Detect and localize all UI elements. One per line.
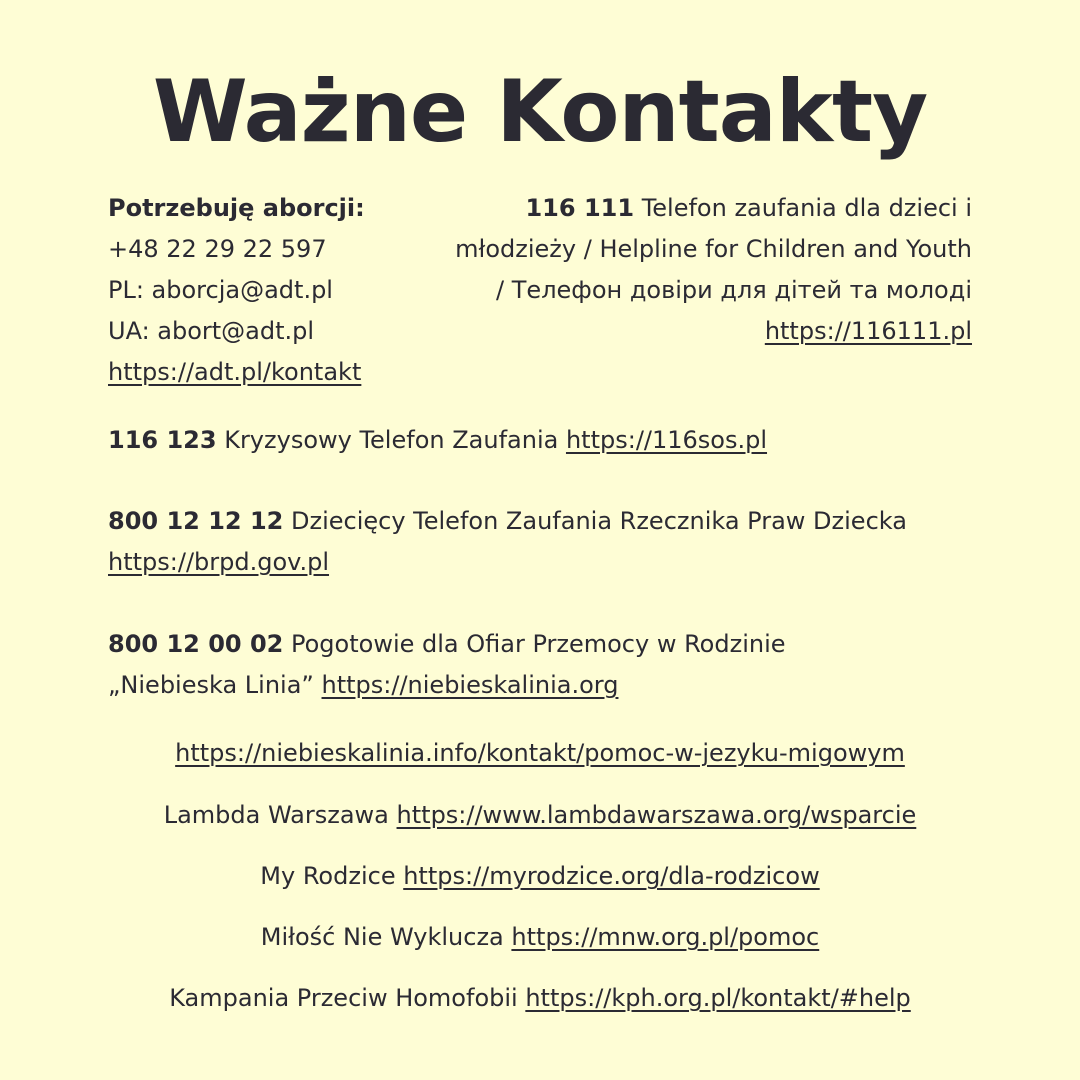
sign-language-row: [40, 733, 1040, 774]
abortion-pl-email[interactable]: PL: aborcja@adt.pl: [108, 276, 333, 304]
helpline-800120002-block: [108, 624, 868, 706]
helpline-800121212-block: [108, 501, 988, 583]
page-title: Ważne Kontakty: [152, 62, 928, 162]
helpline-116111-link[interactable]: https://116111.pl: [764, 317, 972, 345]
organization-link[interactable]: https://kph.org.pl/kontakt/#help: [525, 984, 911, 1012]
helpline-800121212-description: Dziecięcy Telefon Zaufania Rzecznika Praw Dziecka: [291, 507, 907, 535]
helpline-116123-block: [108, 420, 988, 461]
organization-link[interactable]: https://myrodzice.org/dla-rodzicow: [403, 862, 820, 890]
abortion-link[interactable]: https://adt.pl/kontakt: [108, 358, 362, 386]
helpline-800120002-number[interactable]: 800 12 00 02: [108, 630, 284, 658]
helpline-800121212-link[interactable]: https://brpd.gov.pl: [108, 548, 330, 576]
organization-name: Miłość Nie Wyklucza: [260, 923, 504, 951]
abortion-ua-email[interactable]: UA: abort@adt.pl: [108, 317, 315, 345]
helpline-800120002-description: Pogotowie dla Ofiar Przemocy w Rodzinie „Niebieska Linia”: [108, 630, 786, 699]
sign-language-link[interactable]: https://niebieskalinia.info/kontakt/pomoc-w-jezyku-migowym: [175, 739, 905, 767]
organization-row: [40, 978, 1040, 1019]
helpline-116123-link[interactable]: https://116sos.pl: [565, 426, 768, 454]
organization-row: [40, 795, 1040, 836]
organization-row: [40, 856, 1040, 897]
helpline-800120002-link[interactable]: https://niebieskalinia.org: [321, 671, 619, 699]
organization-link[interactable]: https://mnw.org.pl/pomoc: [511, 923, 820, 951]
organization-link[interactable]: https://www.lambdawarszawa.org/wsparcie: [396, 801, 917, 829]
organization-name: Lambda Warszawa: [163, 801, 389, 829]
helpline-116123-number[interactable]: 116 123: [108, 426, 217, 454]
organization-name: Kampania Przeciw Homofobii: [169, 984, 518, 1012]
abortion-phone[interactable]: +48 22 29 22 597: [108, 235, 327, 263]
organization-name: My Rodzice: [260, 862, 396, 890]
helpline-800121212-number[interactable]: 800 12 12 12: [108, 507, 284, 535]
organization-row: [40, 917, 1040, 958]
abortion-contact-block: [108, 188, 438, 393]
helpline-116111-number[interactable]: 116 111: [525, 194, 635, 222]
helpline-116111-description: Telefon zaufania dla dzieci i młodzieży / Helpline for Children and Youth / Телефон довіри для дітей та молоді: [455, 194, 972, 304]
abortion-heading: Potrzebuję aborcji:: [108, 194, 365, 222]
helpline-116123-description: Kryzysowy Telefon Zaufania: [224, 426, 559, 454]
helpline-116111-block: [440, 188, 972, 352]
